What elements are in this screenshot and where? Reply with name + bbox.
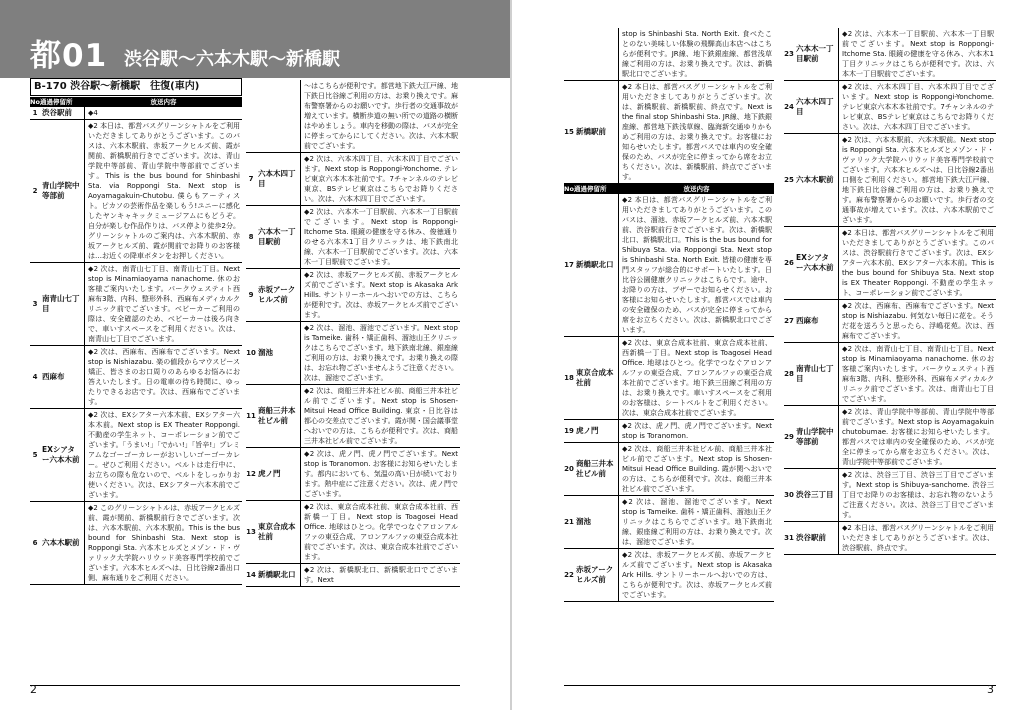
announcement-text: stop is Shinbashi Sta. North Exit. 食べたことのない美味しい体験の飛騨高山本店へはこちらが便利です。JR線、地下鉄銀座線、都営浅草線ご利用の方は、お乗り換えです。次は、新橋駅北口でございます。: [622, 30, 772, 78]
table-row: [564, 337, 774, 420]
row-number: 1: [32, 109, 38, 117]
table-row: [564, 443, 774, 496]
header-no: No.: [564, 185, 577, 193]
row-number: 20: [564, 465, 574, 473]
announcement-text: ◆2 次は、溜池、溜池でございます。Next stop is Tameike. 歯科・矯正歯科、溜池山王クリニックはこちらでございます。地下鉄南北線、銀座線ご利用の方は、お乗り換えです。次は、溜池でございます。: [622, 498, 772, 546]
table-row: [246, 153, 460, 206]
announcement-text: ◆2 次は、六本木駅前、六本木駅前。Next stop is Roppongi Sta. 六本木ヒルズとメゾン・ド・ヴァリック大学院ハリウッド美容専門学校前でございます。六本木ヒルズへは、日比谷線2番出口側をご利用ください。都営地下鉄大江戸線、地下鉄日比谷線ご利用の方は、お乗り換えです。麻布警察署からのお願いです。歩行者の交通事故が増えています。次は、六本木駅前でございます。: [842, 136, 994, 224]
header-stop: 通過停留所: [40, 98, 73, 106]
row-number: 10: [246, 349, 256, 357]
announcement-text: ◆2 次は、赤坂アークヒルズ前、赤坂アークヒルズ前でございます。Next stop is Akasaka Ark Hills. サントリーホールへおいでの方は、こちらが便利です。次は、赤坂アークヒルズ前でございます。: [622, 551, 772, 599]
table-row: [246, 448, 460, 501]
column-1-header: [30, 97, 242, 107]
table-row: [564, 194, 774, 337]
table-row: [30, 346, 242, 409]
stop-name: 南青山七丁目: [794, 343, 839, 405]
row-number: 12: [246, 470, 256, 478]
column-3: [564, 28, 774, 680]
announcement-text: ◆4: [88, 109, 98, 117]
row-number: 8: [248, 233, 254, 241]
column-1: [30, 97, 242, 682]
announcement-text: ◆2 次は、溜池、溜池でございます。Next stop is Tameike. 歯科・矯正歯科、溜池山王クリニックはこちらでございます。地下鉄南北線、銀座線ご利用の方は、お乗り換えです。お乗り換えの際は、お忘れ物ございませんようご注意ください。次は、溜池でございます。: [304, 324, 458, 382]
stop-name: 虎ノ門: [574, 420, 619, 442]
stop-name: 赤坂アークヒルズ前: [256, 269, 301, 321]
stop-name: 溜池: [574, 496, 619, 548]
announcement-text: ◆2 次は、赤坂アークヒルズ前、赤坂アークヒルズ前でございます。Next stop is Akasaka Ark Hills. サントリーホールへおいでの方は、こちらが便利です。次は、赤坂アークヒルズ前でございます。: [304, 271, 458, 319]
stop-name: 六本木駅前: [40, 502, 85, 584]
bottom-rule: [30, 685, 460, 686]
row-number: 9: [248, 291, 254, 299]
stop-name: 虎ノ門: [256, 448, 301, 500]
stop-name: 渋谷三丁目: [794, 469, 839, 521]
page-number-left: 2: [30, 683, 37, 696]
announcement-text: ◆2 次は、商船三井本社ビル前、商船三井本社ビル前でございます。Next stop is Shosen-Mitsui Head Office Building. 霞が関へおいでの方は、こちらが便利です。次は、商船三井本社ビル前でございます。: [622, 445, 772, 493]
announcement-text: ◆2 次は、西麻布、西麻布でございます。Next stop is Nishiazabu. 楽の値段からマウスピース矯正、皆さまのお口周りのあらゆるお悩みにお答えいたします。日の電車の待ち時間に、ゆったりできるお店です。次は、西麻布でございます。: [88, 348, 240, 406]
announcement-text: ◆2 次は、商船三井本社ビル前、商船三井本社ビル前でございます。Next stop is Shosen-Mitsui Head Office Building. 東京・日比谷は都心の交差点でございます。霞が関・国会議事堂へおいでの方は、こちらが便利です。次は、商船三井本社ビル前でございます。: [304, 387, 458, 445]
stop-name: 西麻布: [40, 346, 85, 408]
announcement-text: ◆2 次は、南青山七丁目、南青山七丁目。Next stop is Minamiaoyama nanachome. 休のお客様ご案内いたします。パークウェスティト西麻布3階、内科、整形外科、西麻布メディカルクリニック前でございます。ベビーカーご利用の際は、安全確認のため、ベビーカーは後ろ向きで、車いすスペースをご利用ください。次は、南青山七丁目でございます。: [88, 265, 240, 343]
row-number: 24: [784, 103, 794, 111]
announcement-text: ◆2 次は、六本木四丁目、六本木四丁目でございます。Next stop is Roppongi-Yonchome. テレビ東京六本木本社前です。7チャンネルのテレビ東京、BSテレビ東京はこちらでお降りください。次は、六本木四丁目でございます。: [842, 83, 994, 131]
table-row: [30, 263, 242, 346]
route-code: 都01: [30, 38, 108, 74]
table-row: [30, 409, 242, 502]
row-number: 31: [784, 534, 794, 542]
row-number: 27: [784, 317, 794, 325]
announcement-text: ◆2 次は、六本木四丁目、六本木四丁目でございます。Next stop is Roppongi-Yonchome. テレビ東京六本木本社前です。7チャンネルのテレビ東京、BSテレビ東京はこちらでお降りください。次は、六本木四丁目でございます。: [304, 155, 458, 203]
column-3-header: [564, 184, 774, 194]
stop-name: 赤坂アークヒルズ前: [574, 549, 619, 601]
stop-name: EXシアター六本木前: [40, 409, 85, 501]
table-row: [246, 269, 460, 322]
table-row: [784, 134, 996, 227]
announcement-text: ◆2 次は、虎ノ門、虎ノ門でございます。Next stop is Toranomon. お客様にお知らせいたします。都内においても、気温の高い日が続いております。熱中症にご注意ください。次は、虎ノ門でございます。: [304, 450, 458, 498]
announcement-text: ◆2 次は、南青山七丁目、南青山七丁目。Next stop is Minamiaoyama nanachome. 休のお客様ご案内いたします。パークウェスティト西麻布3階、内科、整形外科、西麻布メディカルクリニック前でございます。次は、南青山七丁目でございます。: [842, 345, 994, 403]
table-row: [246, 385, 460, 448]
stop-name: 新橋駅北口: [574, 194, 619, 336]
announcement-text: ◆2 次は、六本木一丁目駅前、六本木一丁目駅前でございます。Next stop is Roppongi-Itchome Sta. 眼鏡の健康を守る休み、俊徳通りのせる六本木1丁目クリニックは、地下鉄南北線、六本木一丁目駅前でございます。次は、六本木一丁目駅前でございます。: [304, 208, 458, 266]
stop-name: 青山学院中等部前: [794, 406, 839, 468]
announcement-text: ◆2 次は、虎ノ門、虎ノ門でございます。Next stop is Toranomon.: [622, 422, 772, 440]
bottom-rule: [564, 685, 996, 686]
page-number-right: 3: [987, 683, 994, 696]
stop-name: 西麻布: [794, 300, 839, 342]
row-number: 2: [32, 187, 38, 195]
stop-name: 東京合成本社前: [574, 337, 619, 419]
row-number: 14: [246, 571, 256, 579]
column-1-rows: [30, 107, 242, 585]
column-3b-rows: [564, 194, 774, 602]
row-number: 19: [564, 427, 574, 435]
row-number: 22: [564, 571, 574, 579]
announcement-text: ◆2 本日は、都営バスグリーンシャトルをご利用いただきましてありがとうございます。次は、新橋駅前、新橋駅前、終点です。Next is the final stop Shinbashi Sta. JR線、地下鉄銀座線、都営地下鉄浅草線、臨海新交通ゆりかもめご利用の方は、お乗り換えです。お客様にお知らせいたします。都営バスでは車内の安全確保のため、バスが完全に停まってから席をお立ちください。次は、新橋駅前、終点でございます。: [622, 83, 772, 181]
row-number: 13: [246, 528, 256, 536]
stop-name: 商船三井本社ビル前: [256, 385, 301, 447]
table-row: [784, 300, 996, 343]
table-row: [564, 81, 774, 184]
table-row: [246, 322, 460, 385]
right-page: [512, 0, 1024, 710]
table-row: [30, 107, 242, 120]
row-number: [564, 28, 574, 80]
stop-name: 青山学院中等部前: [40, 120, 85, 262]
stop-name: 新橋駅北口: [256, 564, 301, 586]
row-number: 11: [246, 412, 256, 420]
header-no: No.: [30, 98, 43, 106]
announcement-text: ◆2 このグリーンシャトルは、赤坂アークヒルズ前、霞が関前、新橋駅前行きでございます。次は、六本木駅前、六本木駅前。This is the bus bound for Shinbashi Sta. Next stop is Roppongi Sta. 六本木ヒルズとメゾン・ド・ヴァリック大学院ハリウッド美容専門学校前でございます。六本木ヒルズへは、日比谷線2番出口側、麻布通りをご利用ください。: [88, 504, 240, 582]
header-stop: 通過停留所: [574, 185, 607, 193]
row-number: 30: [784, 491, 794, 499]
stop-name: 六本木一丁目駅前: [794, 28, 839, 80]
stop-name: 六本木四丁目: [794, 81, 839, 133]
stop-name: 渋谷駅前: [794, 522, 839, 554]
row-number: 7: [248, 175, 254, 183]
stop-name: [256, 80, 301, 152]
table-row: [784, 227, 996, 300]
row-number: 15: [564, 128, 574, 136]
column-2-rows: [246, 80, 460, 587]
table-row: [784, 343, 996, 406]
announcement-text: ◆2 次は、EXシアター六本木前、EXシアター六本木前。Next stop is EX Theater Roppongi. 不動産の学生ネット、コーポレーション前でございます。「うまい!」「でかい!」「旨辛!」プレミアムなゴーゴーカレーがおいしいゴーゴーカレー。ぜひご利用ください。ベルトは走行中に、お立ちの際も危ないので、ベルトをしっかりお使いください。次は、EXシアター六本木前でございます。: [88, 411, 240, 499]
table-row: [784, 406, 996, 469]
announcement-text: ◆2 次は、東京合成本社前、東京合成本社前、西新橋一丁目。Next stop is Toagosei Head Office. 地球はひとつ。化学でつなぐアロンアルファの東亞合成、アロンアルファの東亞合成本社前でございます。地下鉄三田線ご利用の方は、お乗り換えです。車いすスペースをご利用のお客様は、シートベルトをご利用ください。次は、東京合成本社前でございます。: [622, 339, 772, 417]
table-row: [784, 28, 996, 81]
table-row: [784, 522, 996, 555]
stop-name: 渋谷駅前: [40, 107, 85, 119]
stop-name: EXシアター六本木前: [794, 227, 839, 299]
announcement-text: ◆2 次は、渋谷三丁目、渋谷三丁目でございます。Next stop is Shibuya-sanchome. 渋谷三丁目でお降りのお客様は、お忘れ物のないようご注意ください。次は、渋谷三丁目でございます。: [842, 471, 994, 519]
stop-name: 新橋駅前: [574, 81, 619, 183]
column-4-rows: [784, 28, 996, 555]
block-title: B-170 渋谷駅〜新橋駅 往復(車内): [30, 78, 242, 96]
row-number: 4: [32, 373, 38, 381]
column-4: [784, 28, 996, 680]
stop-name: 東京合成本社前: [256, 501, 301, 563]
announcement-text: ◆2 次は、青山学院中等部前、青山学院中等部前でございます。Next stop is Aoyamagakuin chutobumae. お客様にお知らせいたします。都営バスでは車内の安全確保のため、バスが完全に停まってから席をお立ちください。次は、青山学院中等部前でございます。: [842, 408, 994, 466]
announcement-text: ◆2 本日は、都営バスグリーンシャトルをご利用いただきましてありがとうございます。このバスは、渋谷駅前行きでございます。次は、EXシアター六本木前、EXシアター六本木前。This is the bus bound for Shibuya Sta. Next stop is EX Theater Roppongi. 不動産の学生ネット、コーポレーション前でございます。: [842, 229, 994, 297]
announcement-text: ◆2 次は、東京合成本社前、東京合成本社前、西新橋一丁目。Next stop is Toagosei Head Office. 地球はひとつ。化学でつなぐアロンアルファの東亞合成、アロンアルファの東亞合成本社前でございます。次は、東京合成本社前でございます。: [304, 503, 458, 561]
row-number: 3: [32, 300, 38, 308]
table-row: [564, 549, 774, 602]
announcement-text: 〜はこちらが便利です。都営地下鉄大江戸線、地下鉄日比谷線ご利用の方は、お乗り換えです。麻布警察署からのお願いです。歩行者の交通事故が増えています。横断歩道の無い所での道路の横断はやめましょう。車内を移動の際は、バスが完全に停まってからにしてください。次は、六本木駅前でございます。: [304, 82, 458, 150]
announcement-text: ◆2 次は、西麻布、西麻布でございます。Next stop is Nishiazabu. 何気ない毎日に花を。そうだ花を送ろうと思ったら、浮嶋花苑。次は、西麻布でございます。: [842, 302, 994, 340]
announcement-text: ◆2 本日は、都営バスグリーンシャトルをご利用いただきましてありがとうございます。このバスは、六本木駅前、赤坂アークヒルズ前、霞が関前、新橋駅前行きでございます。次は、青山学院中等部前、青山学院中等部前でございます。This is the bus bound for Shinbashi Sta. via Roppongi Sta. Next stop is Aoyamagakuin-Chutobu. 僕らもアーティスト。ピカソの芸術作品を楽しもう!ユニーに感化したヤンキャキックミュージアムにもどうぞ。自分が楽しむ作品作りは、バス停より徒歩2分。グリーンシャトルのご案内は、六本木駅前、赤坂アークヒルズ前、霞が関前でお降りのお客様は…お近くの降車ボタンをお押しください。: [88, 122, 240, 260]
table-row: [246, 80, 460, 153]
stop-name: 溜池: [256, 322, 301, 384]
stop-name: 六本木一丁目駅前: [256, 206, 301, 268]
row-number: 6: [32, 539, 38, 547]
stop-name: [574, 28, 619, 80]
header-content: 放送内容: [683, 185, 710, 193]
row-number: 26: [784, 259, 794, 267]
announcement-text: ◆2 本日は、都営バスグリーンシャトルをご利用いただきましてありがとうございます。このバスは、溜池、赤坂アークヒルズ前、六本木駅前、渋谷駅前行きでございます。次は、新橋駅北口、新橋駅北口。This is the bus bound for Shibuya Sta. via Roppongi Sta. Next stop is Shinbashi Sta. North Exit. 皆様の健康を専門スタッフが総合的にサポートいたします。日比谷公園健康クリニックはこちらです。途中、お降りの方は、ブザーでお知らせください。お客様にお知らせいたします。都営バスでは車内の安全確保のため、バスが完全に停まってから席をお立ちください。次は、新橋駅北口でございます。: [622, 196, 772, 334]
row-number: 21: [564, 518, 574, 526]
table-row: [246, 206, 460, 269]
row-number: [246, 80, 256, 152]
row-number: 29: [784, 433, 794, 441]
announcement-text: ◆2 次は、六本木一丁目駅前、六本木一丁目駅前でございます。Next stop is Roppongi-Itchome Sta. 眼鏡の健康を守る休み、六本木1丁目クリニックはこちらが便利です。次は、六本木一丁目駅前でございます。: [842, 30, 994, 78]
route-title: 渋谷駅〜六本木駅〜新橋駅: [124, 49, 340, 70]
row-number: 23: [784, 50, 794, 58]
announcement-text: ◆2 本日は、都営バスグリーンシャトルをご利用いただきましてありがとうございます。次は、渋谷駅前、終点です。: [842, 524, 994, 552]
table-row: [784, 469, 996, 522]
table-row: [30, 120, 242, 263]
stop-name: 商船三井本社ビル前: [574, 443, 619, 495]
column-2: [246, 80, 460, 680]
header-content: 放送内容: [150, 98, 177, 106]
stop-name: 南青山七丁目: [40, 263, 85, 345]
table-row: [564, 420, 774, 443]
route-header: [0, 0, 512, 78]
row-number: 17: [564, 261, 574, 269]
row-number: 18: [564, 374, 574, 382]
table-row: [564, 496, 774, 549]
table-row: [246, 501, 460, 564]
stop-name: 六本木駅前: [794, 134, 839, 226]
table-row: [246, 564, 460, 587]
row-number: 28: [784, 370, 794, 378]
announcement-text: ◆2 次は、新橋駅北口、新橋駅北口でございます。Next: [304, 566, 458, 584]
row-number: 5: [32, 451, 38, 459]
table-row: [30, 502, 242, 585]
column-3-rows: [564, 28, 774, 184]
row-number: 25: [784, 176, 794, 184]
table-row: [564, 28, 774, 81]
table-row: [784, 81, 996, 134]
stop-name: 六本木四丁目: [256, 153, 301, 205]
